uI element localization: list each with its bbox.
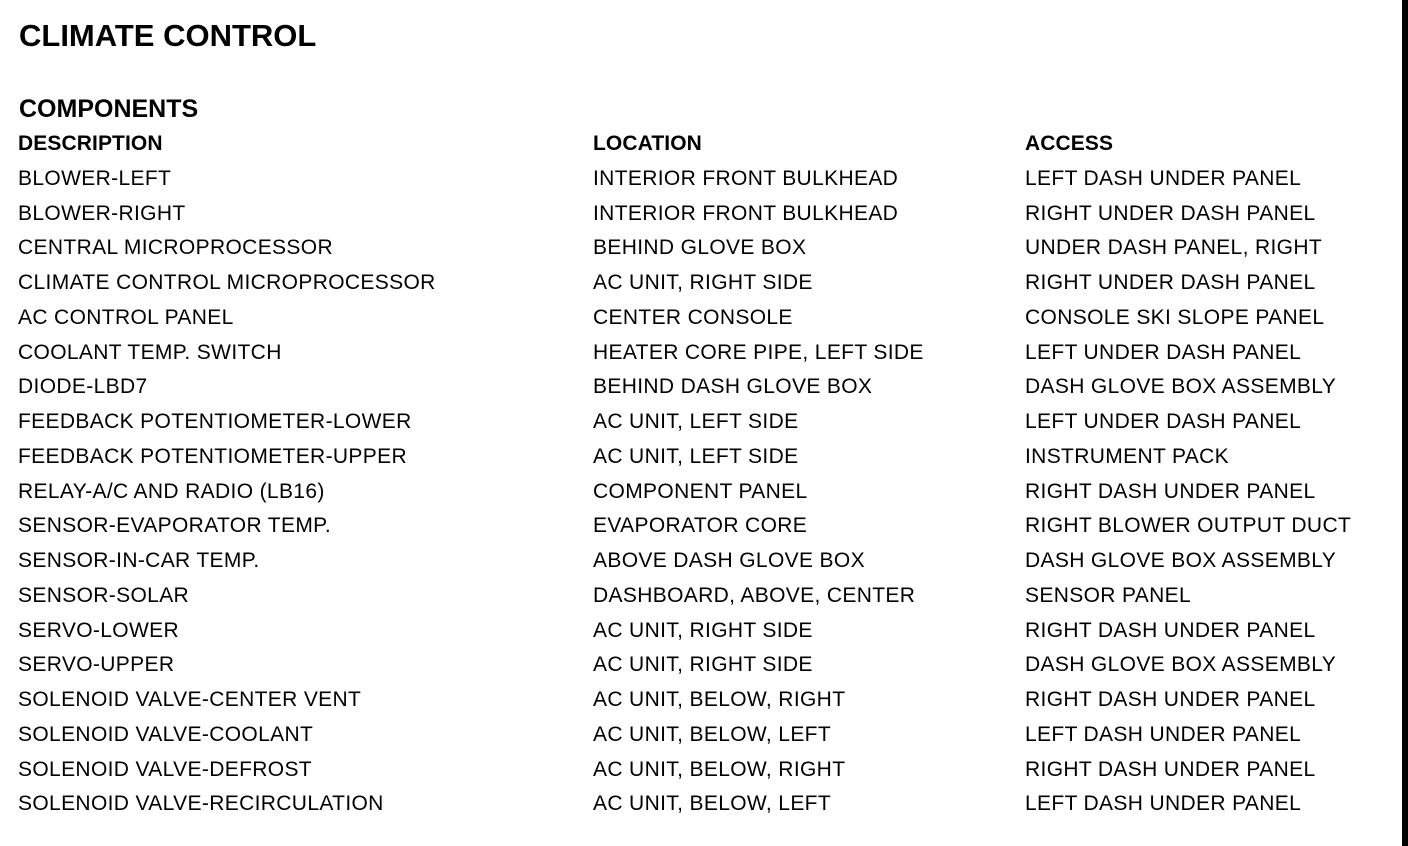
cell-access: LEFT UNDER DASH PANEL [1025, 410, 1302, 433]
cell-description: SERVO-UPPER [18, 653, 175, 677]
table-row [18, 231, 1393, 266]
cell-location: ABOVE DASH GLOVE BOX [593, 549, 865, 572]
cell-location: AC UNIT, LEFT SIDE [593, 444, 799, 468]
table-row [18, 301, 1393, 336]
cell-location: AC UNIT, BELOW, RIGHT [593, 757, 846, 781]
page-edge-bar [1402, 0, 1408, 846]
column-header-description: DESCRIPTION [18, 132, 163, 155]
cell-description: CLIMATE CONTROL MICROPROCESSOR [18, 271, 436, 294]
column-header-location: LOCATION [593, 132, 702, 155]
table-row [18, 266, 1393, 301]
cell-description: SENSOR-EVAPORATOR TEMP. [18, 514, 332, 538]
table-row [18, 162, 1393, 197]
cell-access: RIGHT DASH UNDER PANEL [1025, 757, 1316, 781]
cell-access: RIGHT BLOWER OUTPUT DUCT [1025, 514, 1352, 538]
cell-description: COOLANT TEMP. SWITCH [18, 340, 282, 364]
table-row [18, 440, 1393, 475]
table-row [18, 336, 1393, 371]
cell-location: COMPONENT PANEL [593, 479, 808, 503]
table-header-row [18, 127, 1393, 162]
cell-location: AC UNIT, RIGHT SIDE [593, 271, 813, 294]
table-row [18, 787, 1393, 822]
cell-access: LEFT DASH UNDER PANEL [1025, 792, 1302, 816]
cell-description: SOLENOID VALVE-COOLANT [18, 722, 314, 746]
cell-location: EVAPORATOR CORE [593, 514, 808, 538]
cell-access: LEFT DASH UNDER PANEL [1025, 722, 1302, 746]
table-row [18, 405, 1393, 440]
components-table [18, 127, 1393, 822]
cell-access: CONSOLE SKI SLOPE PANEL [1025, 305, 1325, 329]
cell-location: HEATER CORE PIPE, LEFT SIDE [593, 340, 924, 364]
cell-description: BLOWER-LEFT [18, 166, 172, 190]
cell-location: AC UNIT, BELOW, LEFT [593, 792, 832, 816]
cell-location: BEHIND GLOVE BOX [593, 236, 807, 260]
cell-description: SOLENOID VALVE-RECIRCULATION [18, 792, 384, 816]
table-row [18, 370, 1393, 405]
cell-description: FEEDBACK POTENTIOMETER-UPPER [18, 444, 408, 468]
cell-location: INTERIOR FRONT BULKHEAD [593, 201, 899, 225]
cell-access: DASH GLOVE BOX ASSEMBLY [1025, 375, 1337, 399]
cell-access: RIGHT DASH UNDER PANEL [1025, 618, 1316, 642]
section-title: COMPONENTS [19, 95, 199, 123]
column-header-access: ACCESS [1025, 132, 1114, 155]
cell-access: RIGHT DASH UNDER PANEL [1025, 479, 1316, 503]
cell-access: LEFT DASH UNDER PANEL [1025, 166, 1302, 190]
table-row [18, 579, 1393, 614]
table-row [18, 509, 1393, 544]
cell-description: SENSOR-IN-CAR TEMP. [18, 549, 260, 572]
table-body [18, 162, 1393, 822]
cell-description: DIODE-LBD7 [18, 375, 148, 399]
cell-location: DASHBOARD, ABOVE, CENTER [593, 583, 916, 607]
cell-description: SERVO-LOWER [18, 618, 179, 642]
cell-access: INSTRUMENT PACK [1025, 444, 1229, 468]
page-title: CLIMATE CONTROL [19, 18, 317, 53]
cell-description: CENTRAL MICROPROCESSOR [18, 236, 333, 260]
table-row [18, 614, 1393, 649]
cell-location: CENTER CONSOLE [593, 305, 793, 329]
table-row [18, 718, 1393, 753]
cell-access: RIGHT UNDER DASH PANEL [1025, 271, 1316, 294]
cell-location: BEHIND DASH GLOVE BOX [593, 375, 873, 399]
cell-description: SOLENOID VALVE-DEFROST [18, 757, 312, 781]
table-row [18, 544, 1393, 579]
cell-access: RIGHT DASH UNDER PANEL [1025, 688, 1316, 711]
table-row [18, 753, 1393, 788]
cell-access: LEFT UNDER DASH PANEL [1025, 340, 1302, 364]
cell-location: AC UNIT, RIGHT SIDE [593, 653, 813, 677]
cell-description: AC CONTROL PANEL [18, 305, 234, 329]
cell-description: SENSOR-SOLAR [18, 583, 190, 607]
cell-access: DASH GLOVE BOX ASSEMBLY [1025, 549, 1337, 572]
cell-description: RELAY-A/C AND RADIO (LB16) [18, 479, 325, 503]
cell-location: INTERIOR FRONT BULKHEAD [593, 166, 899, 190]
table-row [18, 648, 1393, 683]
cell-access: UNDER DASH PANEL, RIGHT [1025, 236, 1323, 260]
cell-location: AC UNIT, LEFT SIDE [593, 410, 799, 433]
cell-location: AC UNIT, BELOW, LEFT [593, 722, 832, 746]
cell-location: AC UNIT, RIGHT SIDE [593, 618, 813, 642]
cell-access: RIGHT UNDER DASH PANEL [1025, 201, 1316, 225]
table-row [18, 475, 1393, 510]
cell-description: FEEDBACK POTENTIOMETER-LOWER [18, 410, 412, 433]
cell-location: AC UNIT, BELOW, RIGHT [593, 688, 846, 711]
table-row [18, 197, 1393, 232]
cell-access: DASH GLOVE BOX ASSEMBLY [1025, 653, 1337, 677]
cell-description: BLOWER-RIGHT [18, 201, 186, 225]
table-row [18, 683, 1393, 718]
cell-access: SENSOR PANEL [1025, 583, 1192, 607]
cell-description: SOLENOID VALVE-CENTER VENT [18, 688, 362, 711]
